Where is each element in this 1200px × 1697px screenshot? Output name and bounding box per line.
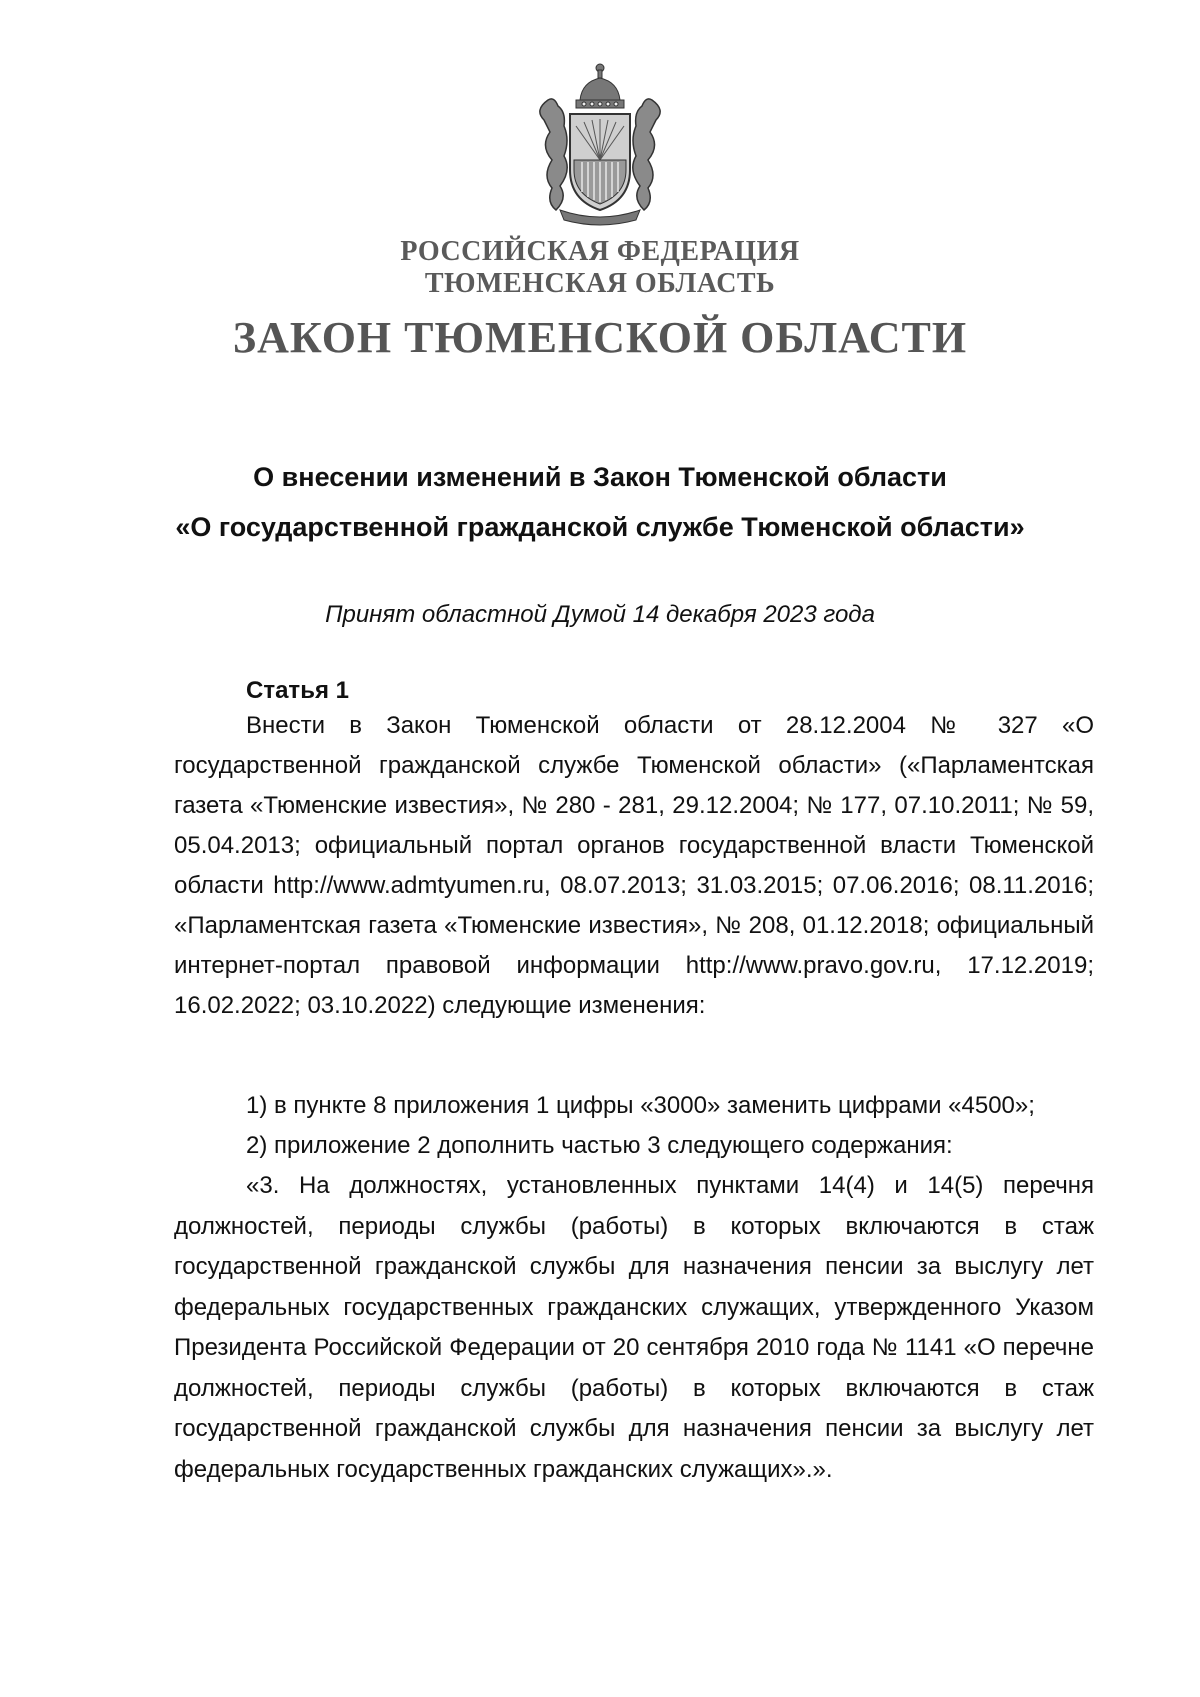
amendment-item-1: 1) в пункте 8 приложения 1 цифры «3000» заменить цифрами «4500»; bbox=[246, 1092, 1035, 1119]
region-header: ТЮМЕНСКАЯ ОБЛАСТЬ bbox=[424, 268, 776, 299]
document-title-line-1: О внесении изменений в Закон Тюменской области bbox=[253, 462, 947, 492]
document-type-header: ЗАКОН ТЮМЕНСКОЙ ОБЛАСТИ bbox=[232, 313, 968, 362]
country-header: РОССИЙСКАЯ ФЕДЕРАЦИЯ bbox=[400, 236, 800, 267]
adoption-note: Принят областной Думой 14 декабря 2023 года bbox=[325, 601, 875, 628]
article-heading: Статья 1 bbox=[246, 677, 349, 704]
article-intro-paragraph: Внести в Закон Тюменской области от 28.12.2004 № 327 «О государственной гражданской службе Тюменской области» («Парламентская газета «Тюменские известия», № 280 - 281, 29.12.2004; № 177, 07.10.2011; № 59, 05.04.2013; официальный портал органов государственной власти Тюменской области http://www.admtyumen.ru, 08.07.2013; 31.03.2015; 07.06.2016; 08.11.2016; «Парламентская газета «Тюменские известия», № 208, 01.12.2018; официальный интернет-портал правовой информации http://www.pravo.gov.ru, 17.12.2019; 16.02.2022; 03.10.2022) следующие изменения: bbox=[174, 712, 1094, 1019]
tyumen-coat-of-arms-icon bbox=[530, 60, 670, 230]
amendment-quote-paragraph: «3. На должностях, установленных пунктами 14(4) и 14(5) перечня должностей, периоды службы (работы) в которых включаются в стаж государственной гражданской службы для назначения пенсии за выслугу лет федеральных государственных гражданских служащих, утвержденного Указом Президента Российской Федерации от 20 сентября 2010 года № 1141 «О перечне должностей, периоды службы (работы) в которых включаются в стаж государственной гражданской службы для назначения пенсии за выслугу лет федеральных государственных гражданских служащих».». bbox=[174, 1172, 1094, 1483]
amendment-item-2: 2) приложение 2 дополнить частью 3 следующего содержания: bbox=[246, 1132, 953, 1159]
document-title-line-2: «О государственной гражданской службе Тюменской области» bbox=[175, 512, 1025, 542]
